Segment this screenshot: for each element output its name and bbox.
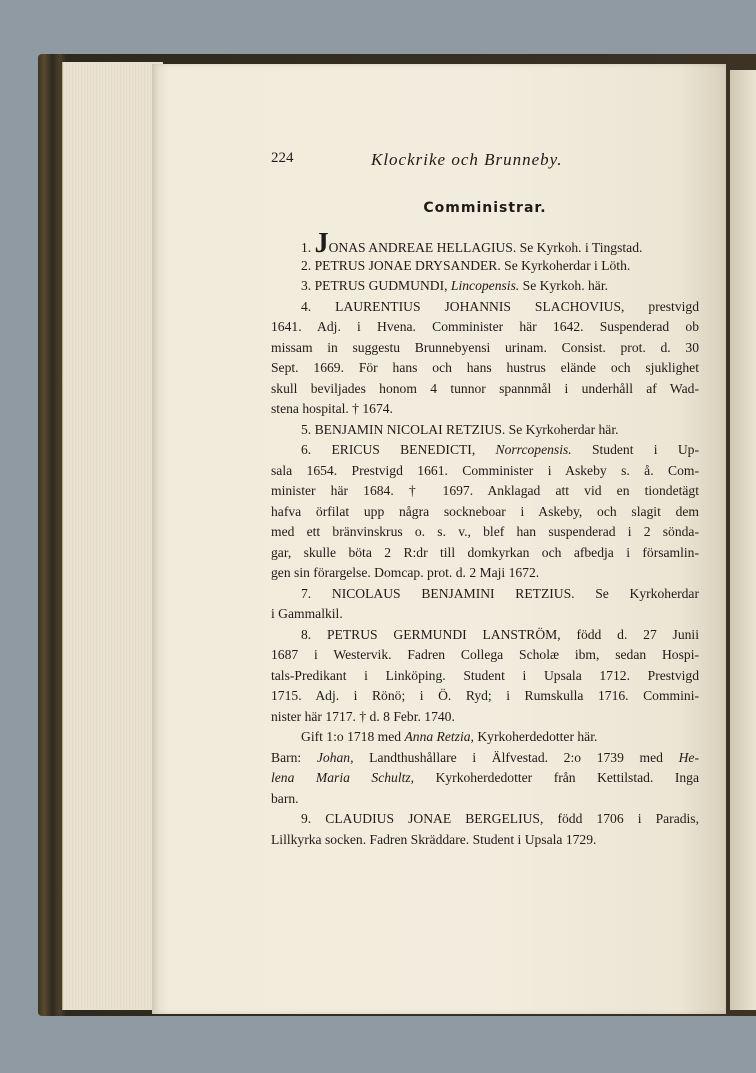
text-line xyxy=(271,604,699,625)
text-span: med ett bränvinskrus o. s. v., blef han suspenderad i 2 sönda- xyxy=(271,524,699,539)
drop-cap: J xyxy=(314,228,329,259)
text-span: 2. PETRUS JONAE DRYSANDER. Se Kyrkoherdar i Löth. xyxy=(301,257,631,273)
text-span: sala 1654. Prestvigd 1661. Comminister i Askeby s. å. Com- xyxy=(271,462,699,478)
text-line xyxy=(271,440,699,461)
italic-span: He- xyxy=(678,749,699,765)
text-line xyxy=(271,461,699,482)
text-span: skull beviljades honom 4 tunnor spannmål i underhåll af Wad- xyxy=(271,380,699,396)
text-line xyxy=(271,625,699,646)
text-span: Barn: xyxy=(271,749,317,765)
text-span: ONAS ANDREAE HELLAGIUS. Se Kyrkoh. i Tingstad. xyxy=(328,240,643,255)
italic-span: lena Maria Schultz, xyxy=(271,770,415,785)
text-line xyxy=(271,358,699,379)
text-span: 4. LAURENTIUS JOHANNIS SLACHOVIUS, prestvigd xyxy=(301,298,699,314)
text-line xyxy=(271,645,699,666)
text-line xyxy=(271,297,699,318)
text-span: Kyrkoherdedotter här. xyxy=(473,729,598,744)
text-span: Se Kyrkoh. här. xyxy=(519,278,609,293)
text-line xyxy=(271,789,699,810)
text-span: hafva örfilat upp några sockneboar i Askeby, och slagit dem xyxy=(271,503,699,519)
text-line xyxy=(271,256,699,277)
text-span: 6. ERICUS BENEDICTI, xyxy=(301,442,496,457)
text-span: minister här 1684. † 1697. Anklagad att vid en tiondetägt xyxy=(271,483,699,498)
text-line xyxy=(271,228,699,259)
text-line xyxy=(271,563,699,584)
text-span: stena hospital. † 1674. xyxy=(271,401,393,416)
text-span: i Gammalkil. xyxy=(271,606,343,621)
text-line xyxy=(271,584,699,605)
text-line xyxy=(271,338,699,359)
text-span: nister här 1717. † d. 8 Febr. 1740. xyxy=(271,708,455,724)
section-heading: Comministrar. xyxy=(423,200,547,216)
text-span: Kyrkoherdedotter från Kettilstad. Inga xyxy=(414,770,699,785)
facing-page-edge xyxy=(730,70,756,1010)
text-line xyxy=(271,317,699,338)
text-line xyxy=(271,748,699,769)
text-span: 9. CLAUDIUS JONAE BERGELIUS, född 1706 i Paradis, xyxy=(301,811,699,826)
italic-span: Lincopensis. xyxy=(450,278,520,293)
text-span: 1641. Adj. i Hvena. Comminister här 1642. Suspenderad ob xyxy=(271,319,699,334)
text-line xyxy=(271,830,699,851)
text-line xyxy=(271,727,699,748)
text-line xyxy=(271,379,699,400)
text-line xyxy=(271,481,699,502)
italic-span: Anna Retzia, xyxy=(404,729,474,744)
text-span: Student i Up- xyxy=(571,442,699,457)
text-span: tals-Predikant i Linköping. Student i Upsala 1712. Prestvigd xyxy=(271,667,699,683)
text-line xyxy=(271,276,699,297)
italic-span: Norrcopensis. xyxy=(495,442,572,457)
running-title: Klockrike och Brunneby. xyxy=(371,150,563,169)
text-span: 1687 i Westervik. Fadren Collega Scholæ ibm, sedan Hospi- xyxy=(271,647,699,662)
page-header xyxy=(271,150,699,170)
text-line xyxy=(271,502,699,523)
text-span: 5. BENJAMIN NICOLAI RETZIUS. Se Kyrkoherdar här. xyxy=(301,421,619,437)
page-edges xyxy=(62,62,163,1010)
page-number: 224 xyxy=(271,150,294,166)
text-line xyxy=(271,420,699,441)
text-span: 7. NICOLAUS BENJAMINI RETZIUS. Se Kyrkoherdar xyxy=(301,585,699,601)
italic-span: Johan, xyxy=(316,749,354,765)
text-span: gar, skulle böta 2 R:dr till domkyrkan och afbedja i församlin- xyxy=(271,544,699,560)
text-span: Sept. 1669. För hans och hans hustrus elände och sjuklighet xyxy=(271,360,699,375)
body-text xyxy=(271,228,699,850)
text-line xyxy=(271,686,699,707)
text-span: missam in suggestu Brunnebyensi urinam. Consist. prot. d. 30 xyxy=(271,339,699,355)
text-line xyxy=(271,543,699,564)
text-span: gen sin förargelse. Domcap. prot. d. 2 Maji 1672. xyxy=(271,565,540,580)
text-span: 8. PETRUS GERMUNDI LANSTRÖM, född d. 27 Junii xyxy=(301,626,699,642)
text-span: Gift 1:o 1718 med xyxy=(301,729,405,744)
text-span: 1. xyxy=(301,240,315,255)
text-span: barn. xyxy=(271,790,299,806)
text-line xyxy=(271,522,699,543)
text-span: Landthushållare i Älfvestad. 2:o 1739 med xyxy=(353,749,679,765)
text-line xyxy=(271,707,699,728)
text-span: 3. PETRUS GUDMUNDI, xyxy=(301,278,451,293)
text-span: 1715. Adj. i Rönö; i Ö. Ryd; i Rumskulla 1716. Commini- xyxy=(271,688,699,703)
text-line xyxy=(271,666,699,687)
text-span: Lillkyrka socken. Fadren Skräddare. Student i Upsala 1729. xyxy=(271,831,597,847)
text-line xyxy=(271,809,699,830)
text-line xyxy=(271,399,699,420)
text-line xyxy=(271,768,699,789)
